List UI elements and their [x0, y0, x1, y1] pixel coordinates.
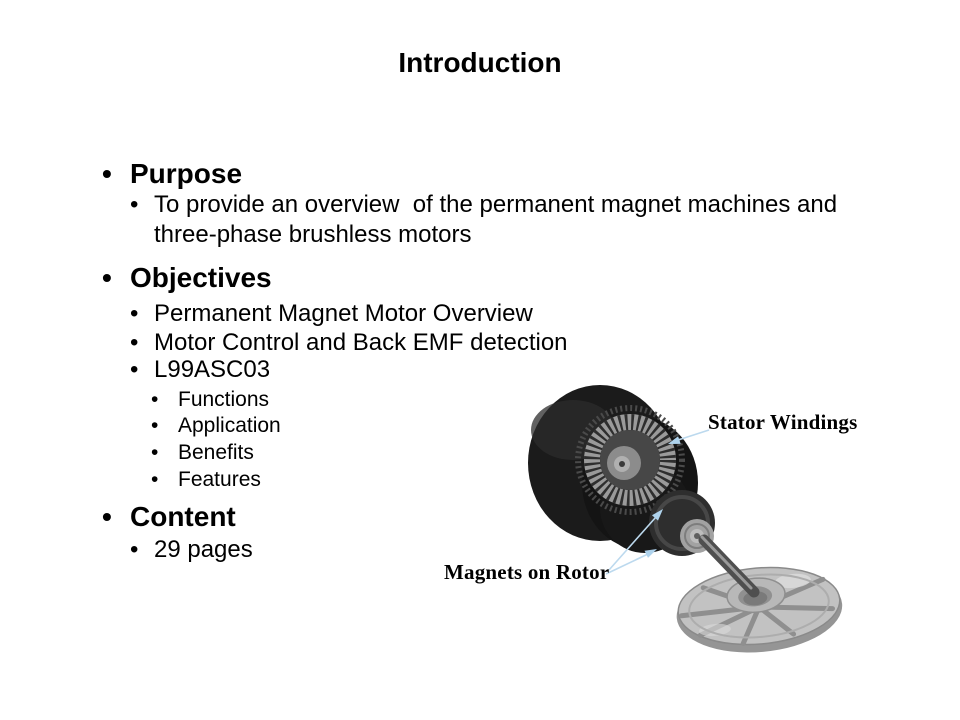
outline-subsubitem	[151, 469, 261, 490]
outline-item-label: Objectives	[130, 262, 272, 293]
magnets-on-rotor-label: Magnets on Rotor	[444, 560, 610, 584]
outline-item-label: Purpose	[130, 158, 243, 189]
outline-subsubitem-label: Benefits	[178, 441, 254, 464]
bullet-icon: •	[102, 158, 112, 189]
outline-subitem	[130, 302, 533, 326]
bullet-icon: •	[130, 356, 139, 383]
bullet-icon: •	[102, 262, 112, 293]
bullet-icon: •	[130, 300, 139, 327]
outline-subsubitem-label: Functions	[178, 388, 270, 411]
outline-subitem-label: 29 pages	[154, 536, 253, 563]
bullet-icon: •	[130, 536, 139, 563]
bullet-icon: •	[130, 191, 139, 218]
outline-subitem	[130, 358, 270, 382]
outline-subitem	[130, 331, 568, 355]
outline-item-purpose	[102, 160, 242, 188]
outline-subsubitem-label: Features	[178, 468, 261, 491]
outline-subitem	[130, 193, 837, 217]
outline-item-objectives	[102, 264, 272, 292]
outline-subsubitem-label: Application	[178, 414, 281, 437]
impeller	[673, 561, 846, 659]
slide-title: Introduction	[398, 47, 562, 78]
outline-subsubitem	[151, 389, 269, 410]
magnets-arrow-line-2	[606, 554, 648, 574]
bullet-icon: •	[151, 441, 159, 464]
outline-subsubitem	[151, 415, 281, 436]
outline-subitem-label: Motor Control and Back EMF detection	[154, 329, 568, 356]
outline-subitem-wrap	[154, 223, 471, 247]
outline-subitem-label: Permanent Magnet Motor Overview	[154, 300, 533, 327]
outline-subitem-label: To provide an overview of the permanent magnet machines and	[154, 191, 838, 218]
outline-subitem-label: three-phase brushless motors	[154, 221, 472, 248]
stator-windings-label: Stator Windings	[708, 410, 858, 434]
bullet-icon: •	[130, 329, 139, 356]
outline-subitem	[130, 538, 253, 562]
bullet-icon: •	[151, 468, 159, 491]
bullet-icon: •	[151, 388, 159, 411]
bullet-icon: •	[102, 501, 112, 532]
outline-item-label: Content	[130, 501, 236, 532]
bullet-icon: •	[151, 414, 159, 437]
outline-item-content	[102, 503, 236, 531]
outline-subitem-label: L99ASC03	[154, 356, 271, 383]
outline-subsubitem	[151, 442, 254, 463]
